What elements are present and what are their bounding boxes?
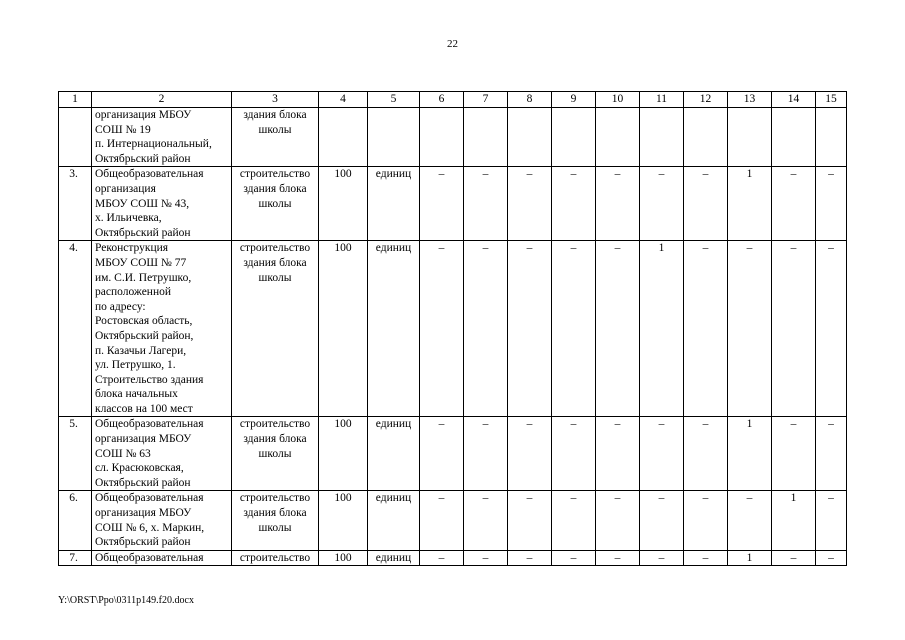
year-value-cell: –: [640, 417, 684, 491]
year-value-cell: –: [508, 241, 552, 417]
object-name-cell: Реконструкция МБОУ СОШ № 77 им. С.И. Петрушко, расположенной по адресу: Ростовская область, Октябрьский район, п. Казачьи Лагери, ул. Петрушко, 1. Строительство здания блока начальных классов на 100 мест: [92, 241, 232, 417]
column-number-cell: 12: [684, 92, 728, 108]
year-value-cell: –: [464, 167, 508, 241]
year-value-cell: –: [596, 491, 640, 550]
year-value-cell: –: [464, 491, 508, 550]
capacity-cell: 100: [319, 491, 368, 550]
row-number-cell: 5.: [59, 417, 92, 491]
year-value-cell: –: [508, 550, 552, 566]
table-row: [59, 417, 847, 491]
column-number-cell: 3: [232, 92, 319, 108]
year-value-cell: –: [684, 550, 728, 566]
row-number-cell: 4.: [59, 241, 92, 417]
unit-cell: [368, 108, 420, 167]
column-number-row: [59, 92, 847, 108]
capacity-cell: [319, 108, 368, 167]
table-row: [59, 491, 847, 550]
year-value-cell: [596, 108, 640, 167]
year-value-cell: –: [640, 550, 684, 566]
object-name-cell: Общеобразовательная организация МБОУ СОШ № 43, х. Ильичевка, Октябрьский район: [92, 167, 232, 241]
table-row: [59, 167, 847, 241]
year-value-cell: –: [508, 491, 552, 550]
unit-cell: единиц: [368, 417, 420, 491]
object-name-cell: Общеобразовательная: [92, 550, 232, 566]
column-number-cell: 14: [772, 92, 816, 108]
work-type-cell: строительство здания блока школы: [232, 417, 319, 491]
row-number-cell: 7.: [59, 550, 92, 566]
table-row: [59, 550, 847, 566]
row-number-cell: 6.: [59, 491, 92, 550]
year-value-cell: –: [464, 550, 508, 566]
year-value-cell: –: [420, 550, 464, 566]
year-value-cell: 1: [772, 491, 816, 550]
year-value-cell: –: [596, 167, 640, 241]
unit-cell: единиц: [368, 241, 420, 417]
year-value-cell: [728, 108, 772, 167]
year-value-cell: [640, 108, 684, 167]
year-value-cell: –: [552, 491, 596, 550]
year-value-cell: 1: [728, 167, 772, 241]
column-number-cell: 11: [640, 92, 684, 108]
table-row: [59, 108, 847, 167]
year-value-cell: [420, 108, 464, 167]
year-value-cell: [464, 108, 508, 167]
year-value-cell: –: [728, 491, 772, 550]
capacity-cell: 100: [319, 550, 368, 566]
year-value-cell: –: [552, 417, 596, 491]
year-value-cell: –: [640, 167, 684, 241]
year-value-cell: –: [816, 491, 847, 550]
column-number-cell: 9: [552, 92, 596, 108]
year-value-cell: –: [816, 241, 847, 417]
year-value-cell: –: [684, 417, 728, 491]
year-value-cell: –: [420, 491, 464, 550]
column-number-cell: 15: [816, 92, 847, 108]
year-value-cell: –: [772, 167, 816, 241]
table-row: [59, 241, 847, 417]
file-path-footer: Y:\ORST\Ppo\0311p149.f20.docx: [58, 595, 194, 606]
year-value-cell: –: [420, 417, 464, 491]
column-number-cell: 8: [508, 92, 552, 108]
year-value-cell: –: [552, 241, 596, 417]
capacity-cell: 100: [319, 241, 368, 417]
year-value-cell: –: [728, 241, 772, 417]
year-value-cell: –: [596, 241, 640, 417]
year-value-cell: –: [684, 241, 728, 417]
column-number-cell: 13: [728, 92, 772, 108]
year-value-cell: [684, 108, 728, 167]
year-value-cell: [816, 108, 847, 167]
year-value-cell: –: [772, 241, 816, 417]
capacity-cell: 100: [319, 417, 368, 491]
column-number-cell: 1: [59, 92, 92, 108]
year-value-cell: –: [464, 417, 508, 491]
program-table: [58, 91, 847, 566]
year-value-cell: –: [684, 491, 728, 550]
year-value-cell: –: [816, 417, 847, 491]
column-number-cell: 7: [464, 92, 508, 108]
year-value-cell: [772, 108, 816, 167]
year-value-cell: –: [772, 417, 816, 491]
year-value-cell: 1: [728, 550, 772, 566]
year-value-cell: –: [596, 417, 640, 491]
column-number-cell: 2: [92, 92, 232, 108]
work-type-cell: строительство здания блока школы: [232, 241, 319, 417]
work-type-cell: строительство: [232, 550, 319, 566]
unit-cell: единиц: [368, 491, 420, 550]
year-value-cell: [508, 108, 552, 167]
year-value-cell: –: [684, 167, 728, 241]
object-name-cell: Общеобразовательная организация МБОУ СОШ № 6, х. Маркин, Октябрьский район: [92, 491, 232, 550]
column-number-cell: 4: [319, 92, 368, 108]
column-number-cell: 10: [596, 92, 640, 108]
work-type-cell: строительство здания блока школы: [232, 167, 319, 241]
object-name-cell: Общеобразовательная организация МБОУ СОШ № 63 сл. Красюковская, Октябрьский район: [92, 417, 232, 491]
row-number-cell: [59, 108, 92, 167]
year-value-cell: –: [552, 550, 596, 566]
year-value-cell: –: [640, 491, 684, 550]
year-value-cell: 1: [728, 417, 772, 491]
object-name-cell: организация МБОУ СОШ № 19 п. Интернациональный, Октябрьский район: [92, 108, 232, 167]
unit-cell: единиц: [368, 550, 420, 566]
work-type-cell: здания блока школы: [232, 108, 319, 167]
column-number-cell: 5: [368, 92, 420, 108]
year-value-cell: –: [420, 167, 464, 241]
year-value-cell: –: [772, 550, 816, 566]
capacity-cell: 100: [319, 167, 368, 241]
unit-cell: единиц: [368, 167, 420, 241]
year-value-cell: –: [464, 241, 508, 417]
year-value-cell: –: [552, 167, 596, 241]
column-number-cell: 6: [420, 92, 464, 108]
work-type-cell: строительство здания блока школы: [232, 491, 319, 550]
year-value-cell: –: [596, 550, 640, 566]
year-value-cell: [552, 108, 596, 167]
year-value-cell: –: [508, 417, 552, 491]
page-number: 22: [447, 38, 458, 50]
year-value-cell: –: [816, 550, 847, 566]
row-number-cell: 3.: [59, 167, 92, 241]
year-value-cell: –: [420, 241, 464, 417]
year-value-cell: 1: [640, 241, 684, 417]
year-value-cell: –: [816, 167, 847, 241]
year-value-cell: –: [508, 167, 552, 241]
